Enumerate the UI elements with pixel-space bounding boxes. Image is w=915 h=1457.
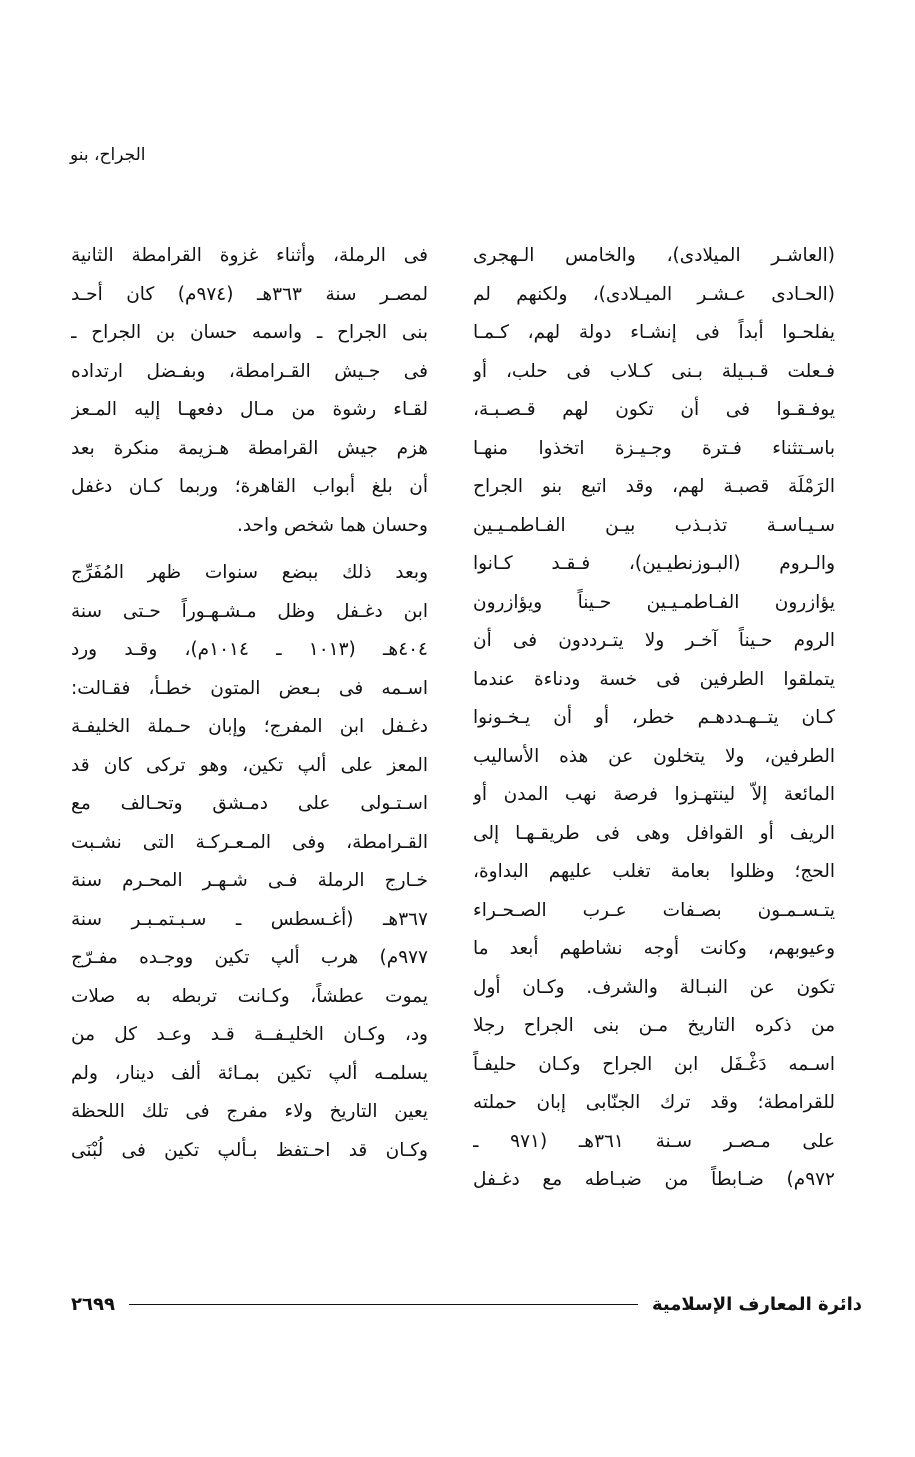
text-line: المائعة إلاّ لينتهـزوا فرصة نهب المدن أو [473,784,835,805]
text-line: يسلمـه ألپ تكين بمـائة ألف دينار، ولم [71,1062,428,1084]
text-line: فى جـيش القـرامطة، وبفـضل ارتداده [71,360,428,382]
text-line: (العاشـر الميلادى)، والخامس الـهجرى [473,245,835,266]
text-line: بنى الجراح ـ واسمه حسان بن الجراح ـ [71,322,428,343]
text-line: الطرفين، ولا يتخلون عن هذه الأساليب [473,745,835,767]
text-line: كـان يتــهـددهـم خطر، أو أن يـخـونوا [473,707,835,728]
text-line: الريف أو القوافل وهى فى طريقـهـا إلى [473,822,835,844]
text-line: الرَمْلَة قصبـة لهم، وقد اتبع بنو الجراح [473,476,835,497]
text-line: (الحـادى عـشـر الميـلادى)، ولكنهم لم [473,283,835,305]
publication-title: دائرة المعارف الإسلامية [651,1293,862,1315]
text-line: اسـتـولى على دمـشق وتحـالف مع [71,793,428,814]
text-line: فى الرملة، وأثناء غزوة القرامطة الثانية [71,245,428,266]
text-column-right [473,237,835,1200]
text-line: يعين التاريخ ولاء مفرج فى تلك اللحظة [71,1101,428,1122]
text-line: ٣٦٧هـ (أغـسطس ـ سـبـتمـبـر سنة [71,908,428,930]
text-column-left [71,237,428,1170]
text-line: لقـاء رشوة من مـال دفعهـا إليه المـعز [71,399,428,420]
text-line: ابن دغـفل وظل مـشـهـوراً حـتى سنة [71,600,428,622]
text-line: خـارج الرملة فـى شـهـر المحـرم سنة [71,870,428,891]
text-line: ٩٧٢م) ضـابطاً من ضبـاطه مع دغـفل [473,1169,835,1190]
text-line: وكـان قد احـتفظ بـألپ تكين فى لُبْنَى [71,1139,428,1161]
text-line: ٤٠٤هـ (١٠١٣ ـ ١٠١٤م)، وقـد ورد [71,639,428,660]
text-line: والـروم (البـوزنطيـين)، فـقـد كـانوا [473,553,835,574]
text-line: يتـسـمـون بصـفات عـرب الصـحـراء [473,899,835,921]
text-line: يوفـقـوا فى أن تكون لهم قـصـبـة، [473,399,835,420]
text-line: من ذكره التاريخ مـن بنى الجراح رجلا [473,1015,835,1036]
text-line: الحج؛ وظلوا بعامة تغلب عليهم البداوة، [473,861,835,882]
text-line: لمصـر سنة ٣٦٣هـ (٩٧٤م) كان أحـد [71,283,428,305]
text-line: تكون عن النبـالة والشرف. وكـان أول [473,976,835,998]
text-line: يؤازرون الفـاطمـيـين حـيناً ويؤازرون [473,591,835,613]
running-header: الجراح، بنو [70,145,146,165]
text-line: دغـفل ابن المفرج؛ وإبان حـملة الخليفـة [71,716,428,737]
text-line: يموت عطشاً، وكـانت تربطه به صلات [71,985,428,1007]
footer-divider [129,1304,638,1305]
text-line: الروم حـيناً آخـر ولا يتـرددون فى أن [473,630,835,651]
text-line: على مـصـر سـنة ٣٦١هـ (٩٧١ ـ [473,1130,835,1152]
text-line: المعز على ألپ تكين، وهو تركى كان قد [71,754,428,776]
text-line-paragraph-end: وحسان هما شخص واحد. [236,514,428,536]
page-footer [71,1287,862,1321]
text-line: يتملقوا الطرفين فى خسة ودناءة عندما [473,668,835,690]
text-line: اسـمه فى بـعض المتون خطـأ، فقـالت: [71,677,428,699]
text-line-paragraph-start: وبعد ذلك ببضع سنوات ظهر المُفَرِّج [71,562,428,583]
text-line: أن بلغ أبواب القاهرة؛ وربما كـان دغفل [71,476,428,497]
text-line: اسـمه دَغْـفَل ابن الجراح وكـان حليفـاً [473,1053,835,1075]
text-line: هزم جيش القرامطة هـزيمة منكرة بعد [71,437,428,459]
text-line: فـعلت قـبـيلة بـنى كـلاب فى حلب، أو [473,360,835,382]
page-number: ٢٦٩٩ [71,1293,115,1315]
text-line: باسـتثناء فـترة وجـيـزة اتخذوا منهـا [473,437,835,459]
text-line: ٩٧٧م) هرب ألپ تكين ووجـده مفـرّج [71,947,428,968]
text-line: القـرامطة، وفى المـعـركـة التى نشـبت [71,831,428,853]
text-line: وعيوبهم، وكانت أوجه نشاطهم أبعد ما [473,938,835,959]
text-line: يفلحـوا أبداً فى إنشـاء دولة لهم، كـمـا [473,322,835,343]
text-line: ود، وكـان الخليـفــة قـد وعـد كل من [71,1024,428,1045]
text-line: للقرامطة؛ وقد ترك الجنّابى إبان حملته [473,1092,835,1113]
text-line: سـيـاسـة تذبـذب بيـن الفـاطمـيـين [473,514,835,536]
